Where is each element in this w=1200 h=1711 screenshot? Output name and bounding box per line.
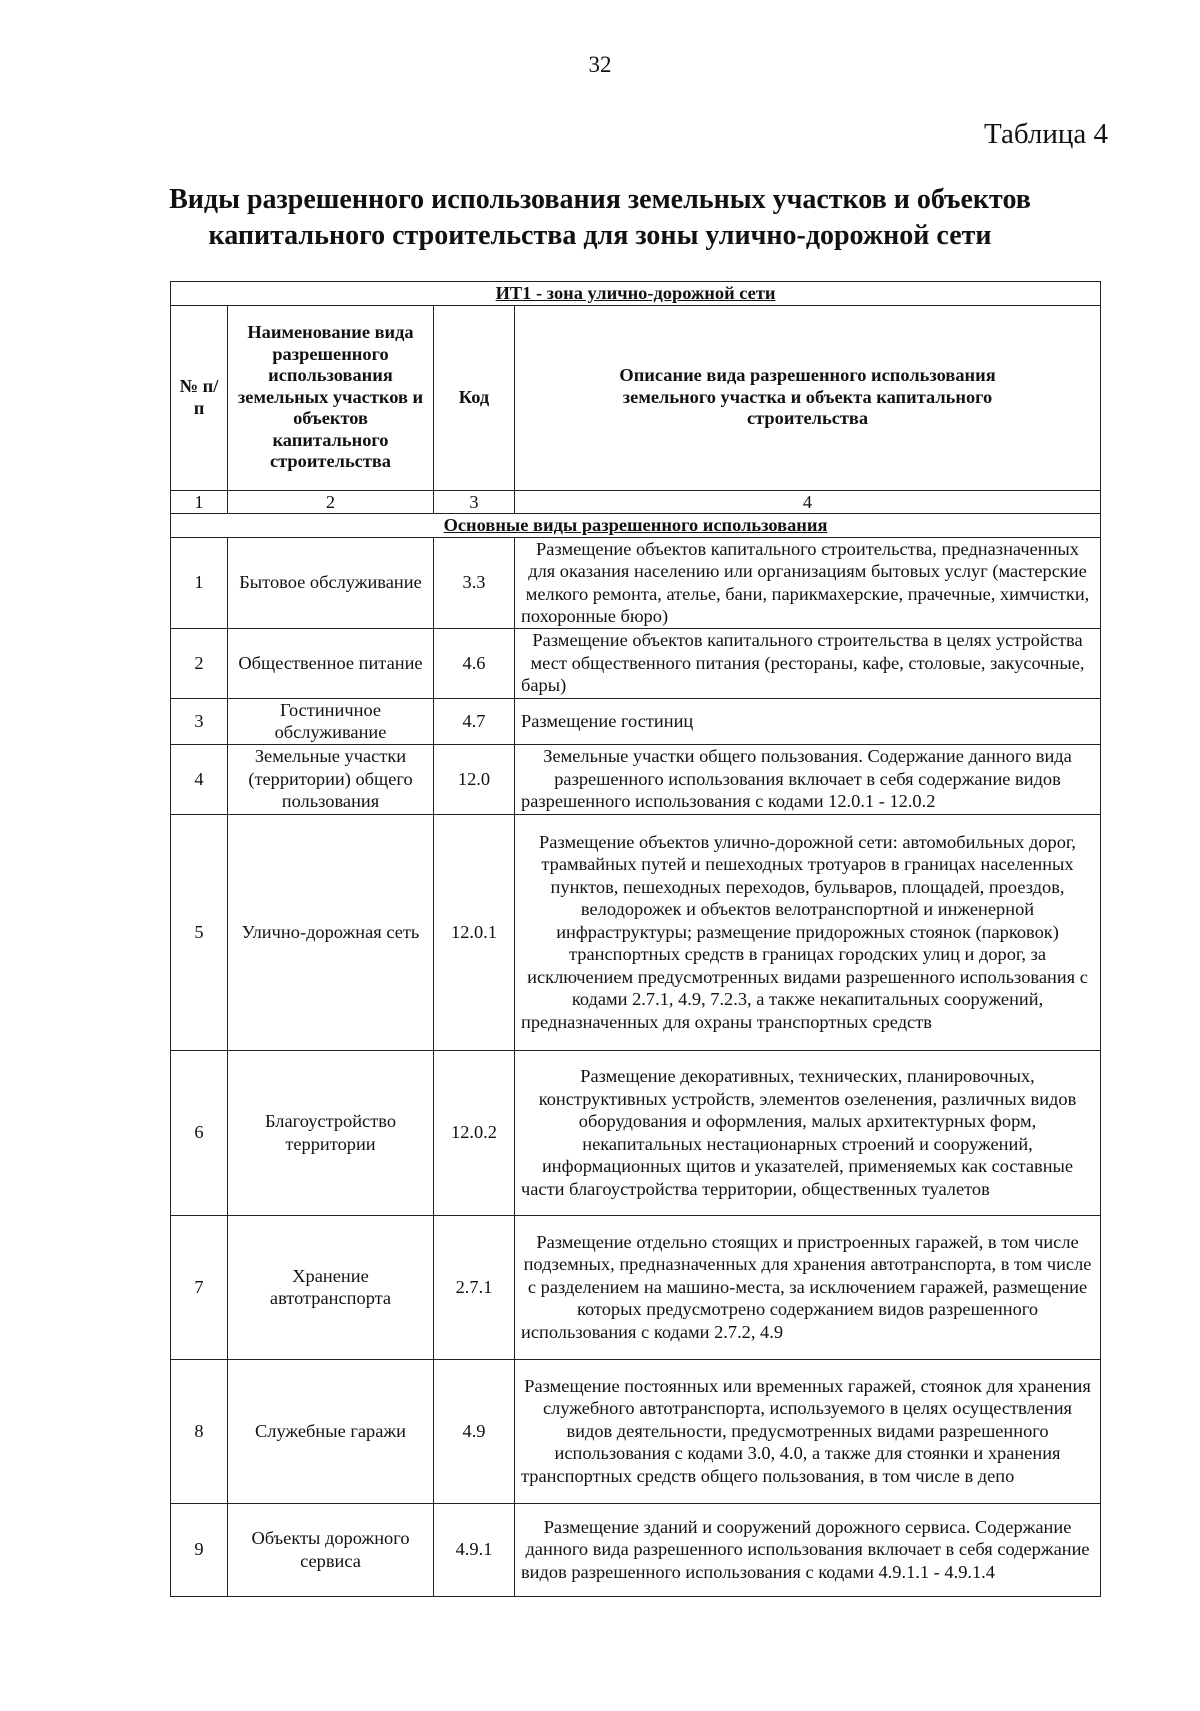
header-name: Наименование вида разрешенного использования земельных участков и объектов капитального строительства: [228, 305, 434, 490]
row-num: 8: [171, 1359, 228, 1503]
row-description: Земельные участки общего пользования. Содержание данного вида разрешенного использования включает в себя содержание видов разрешенного использования с кодами 12.0.1 - 12.0.2: [515, 744, 1101, 814]
title-line-1: Виды разрешенного использования земельных участков и объектов: [169, 184, 1031, 215]
row-name: Общественное питание: [228, 628, 434, 698]
title-line-2: капитального строительства для зоны улично-дорожной сети: [208, 220, 992, 251]
row-code: 4.9: [434, 1359, 515, 1503]
table-row: [171, 1359, 1101, 1503]
section-title: Основные виды разрешенного использования: [171, 514, 1101, 538]
row-num: 9: [171, 1503, 228, 1596]
row-description: Размещение постоянных или временных гаражей, стоянок для хранения служебного автотранспорта, используемого в целях осуществления видов деятельности, предусмотренных видами разрешенного использования с кодами 3.0, 4.0, а также для стоянки и хранения транспортных средств общего пользования, в том числе в депо: [515, 1359, 1101, 1503]
row-num: 6: [171, 1050, 228, 1215]
row-num: 7: [171, 1215, 228, 1359]
table-row: [171, 1215, 1101, 1359]
row-code: 4.9.1: [434, 1503, 515, 1596]
row-num: 1: [171, 537, 228, 628]
table-caption: Таблица 4: [983, 118, 1108, 150]
row-description: Размещение отдельно стоящих и пристроенных гаражей, в том числе подземных, предназначенных для хранения автотранспорта, в том числе с разделением на машино-места, за исключением гаражей, размещение которых предусмотрено содержанием видов разрешенного использования с кодами 2.7.2, 4.9: [515, 1215, 1101, 1359]
row-description: Размещение объектов капитального строительства, предназначенных для оказания населению или организациям бытовых услуг (мастерские мелкого ремонта, ателье, бани, парикмахерские, прачечные, химчистки, похоронные бюро): [515, 537, 1101, 628]
table-row: [171, 537, 1101, 628]
row-num: 2: [171, 628, 228, 698]
section-row: [171, 514, 1101, 538]
column-number: 2: [228, 490, 434, 514]
zone-header-row: [171, 282, 1101, 306]
row-description: Размещение объектов капитального строительства в целях устройства мест общественного питания (рестораны, кафе, столовые, закусочные, бары): [515, 628, 1101, 698]
row-name: Земельные участки (территории) общего пользования: [228, 744, 434, 814]
row-name: Служебные гаражи: [228, 1359, 434, 1503]
table-row: [171, 698, 1101, 744]
row-name: Хранение автотранспорта: [228, 1215, 434, 1359]
row-code: 12.0: [434, 744, 515, 814]
row-code: 12.0.2: [434, 1050, 515, 1215]
land-use-table: [170, 281, 1101, 1597]
column-number: 4: [515, 490, 1101, 514]
table-row: [171, 628, 1101, 698]
header-code: Код: [434, 305, 515, 490]
header-description: Описание вида разрешенного использования земельного участка и объекта капитального строительства: [515, 305, 1101, 490]
row-num: 4: [171, 744, 228, 814]
column-header-row: [171, 305, 1101, 490]
row-name: Гостиничное обслуживание: [228, 698, 434, 744]
document-title: [100, 182, 1100, 254]
header-num: № п/п: [171, 305, 228, 490]
page-number: 32: [588, 52, 612, 77]
row-description: Размещение декоративных, технических, планировочных, конструктивных устройств, элементов озеленения, различных видов оборудования и оформления, малых архитектурных форм, некапитальных нестационарных строений и сооружений, информационных щитов и указателей, применяемых как составные части благоустройства территории, общественных туалетов: [515, 1050, 1101, 1215]
row-code: 12.0.1: [434, 814, 515, 1050]
row-description: Размещение гостиниц: [515, 698, 1101, 744]
column-number: 1: [171, 490, 228, 514]
row-description: Размещение объектов улично-дорожной сети: автомобильных дорог, трамвайных путей и пешеходных тротуаров в границах населенных пунктов, пешеходных переходов, бульваров, площадей, проездов, велодорожек и объектов велотранспортной и инженерной инфраструктуры; размещение придорожных стоянок (парковок) транспортных средств в границах городских улиц и дорог, за исключением предусмотренных видами разрешенного использования с кодами 2.7.1, 4.9, 7.2.3, а также некапитальных сооружений, предназначенных для охраны транспортных средств: [515, 814, 1101, 1050]
column-numbers-row: [171, 490, 1101, 514]
row-name: Улично-дорожная сеть: [228, 814, 434, 1050]
row-code: 3.3: [434, 537, 515, 628]
row-description: Размещение зданий и сооружений дорожного сервиса. Содержание данного вида разрешенного использования включает в себя содержание видов разрешенного использования с кодами 4.9.1.1 - 4.9.1.4: [515, 1503, 1101, 1596]
table-row: [171, 1503, 1101, 1596]
table-row: [171, 1050, 1101, 1215]
row-num: 5: [171, 814, 228, 1050]
row-code: 4.7: [434, 698, 515, 744]
table-row: [171, 814, 1101, 1050]
column-number: 3: [434, 490, 515, 514]
row-code: 2.7.1: [434, 1215, 515, 1359]
row-name: Благоустройство территории: [228, 1050, 434, 1215]
row-name: Объекты дорожного сервиса: [228, 1503, 434, 1596]
table-row: [171, 744, 1101, 814]
row-num: 3: [171, 698, 228, 744]
zone-header: ИТ1 - зона улично-дорожной сети: [171, 282, 1101, 306]
row-name: Бытовое обслуживание: [228, 537, 434, 628]
row-code: 4.6: [434, 628, 515, 698]
